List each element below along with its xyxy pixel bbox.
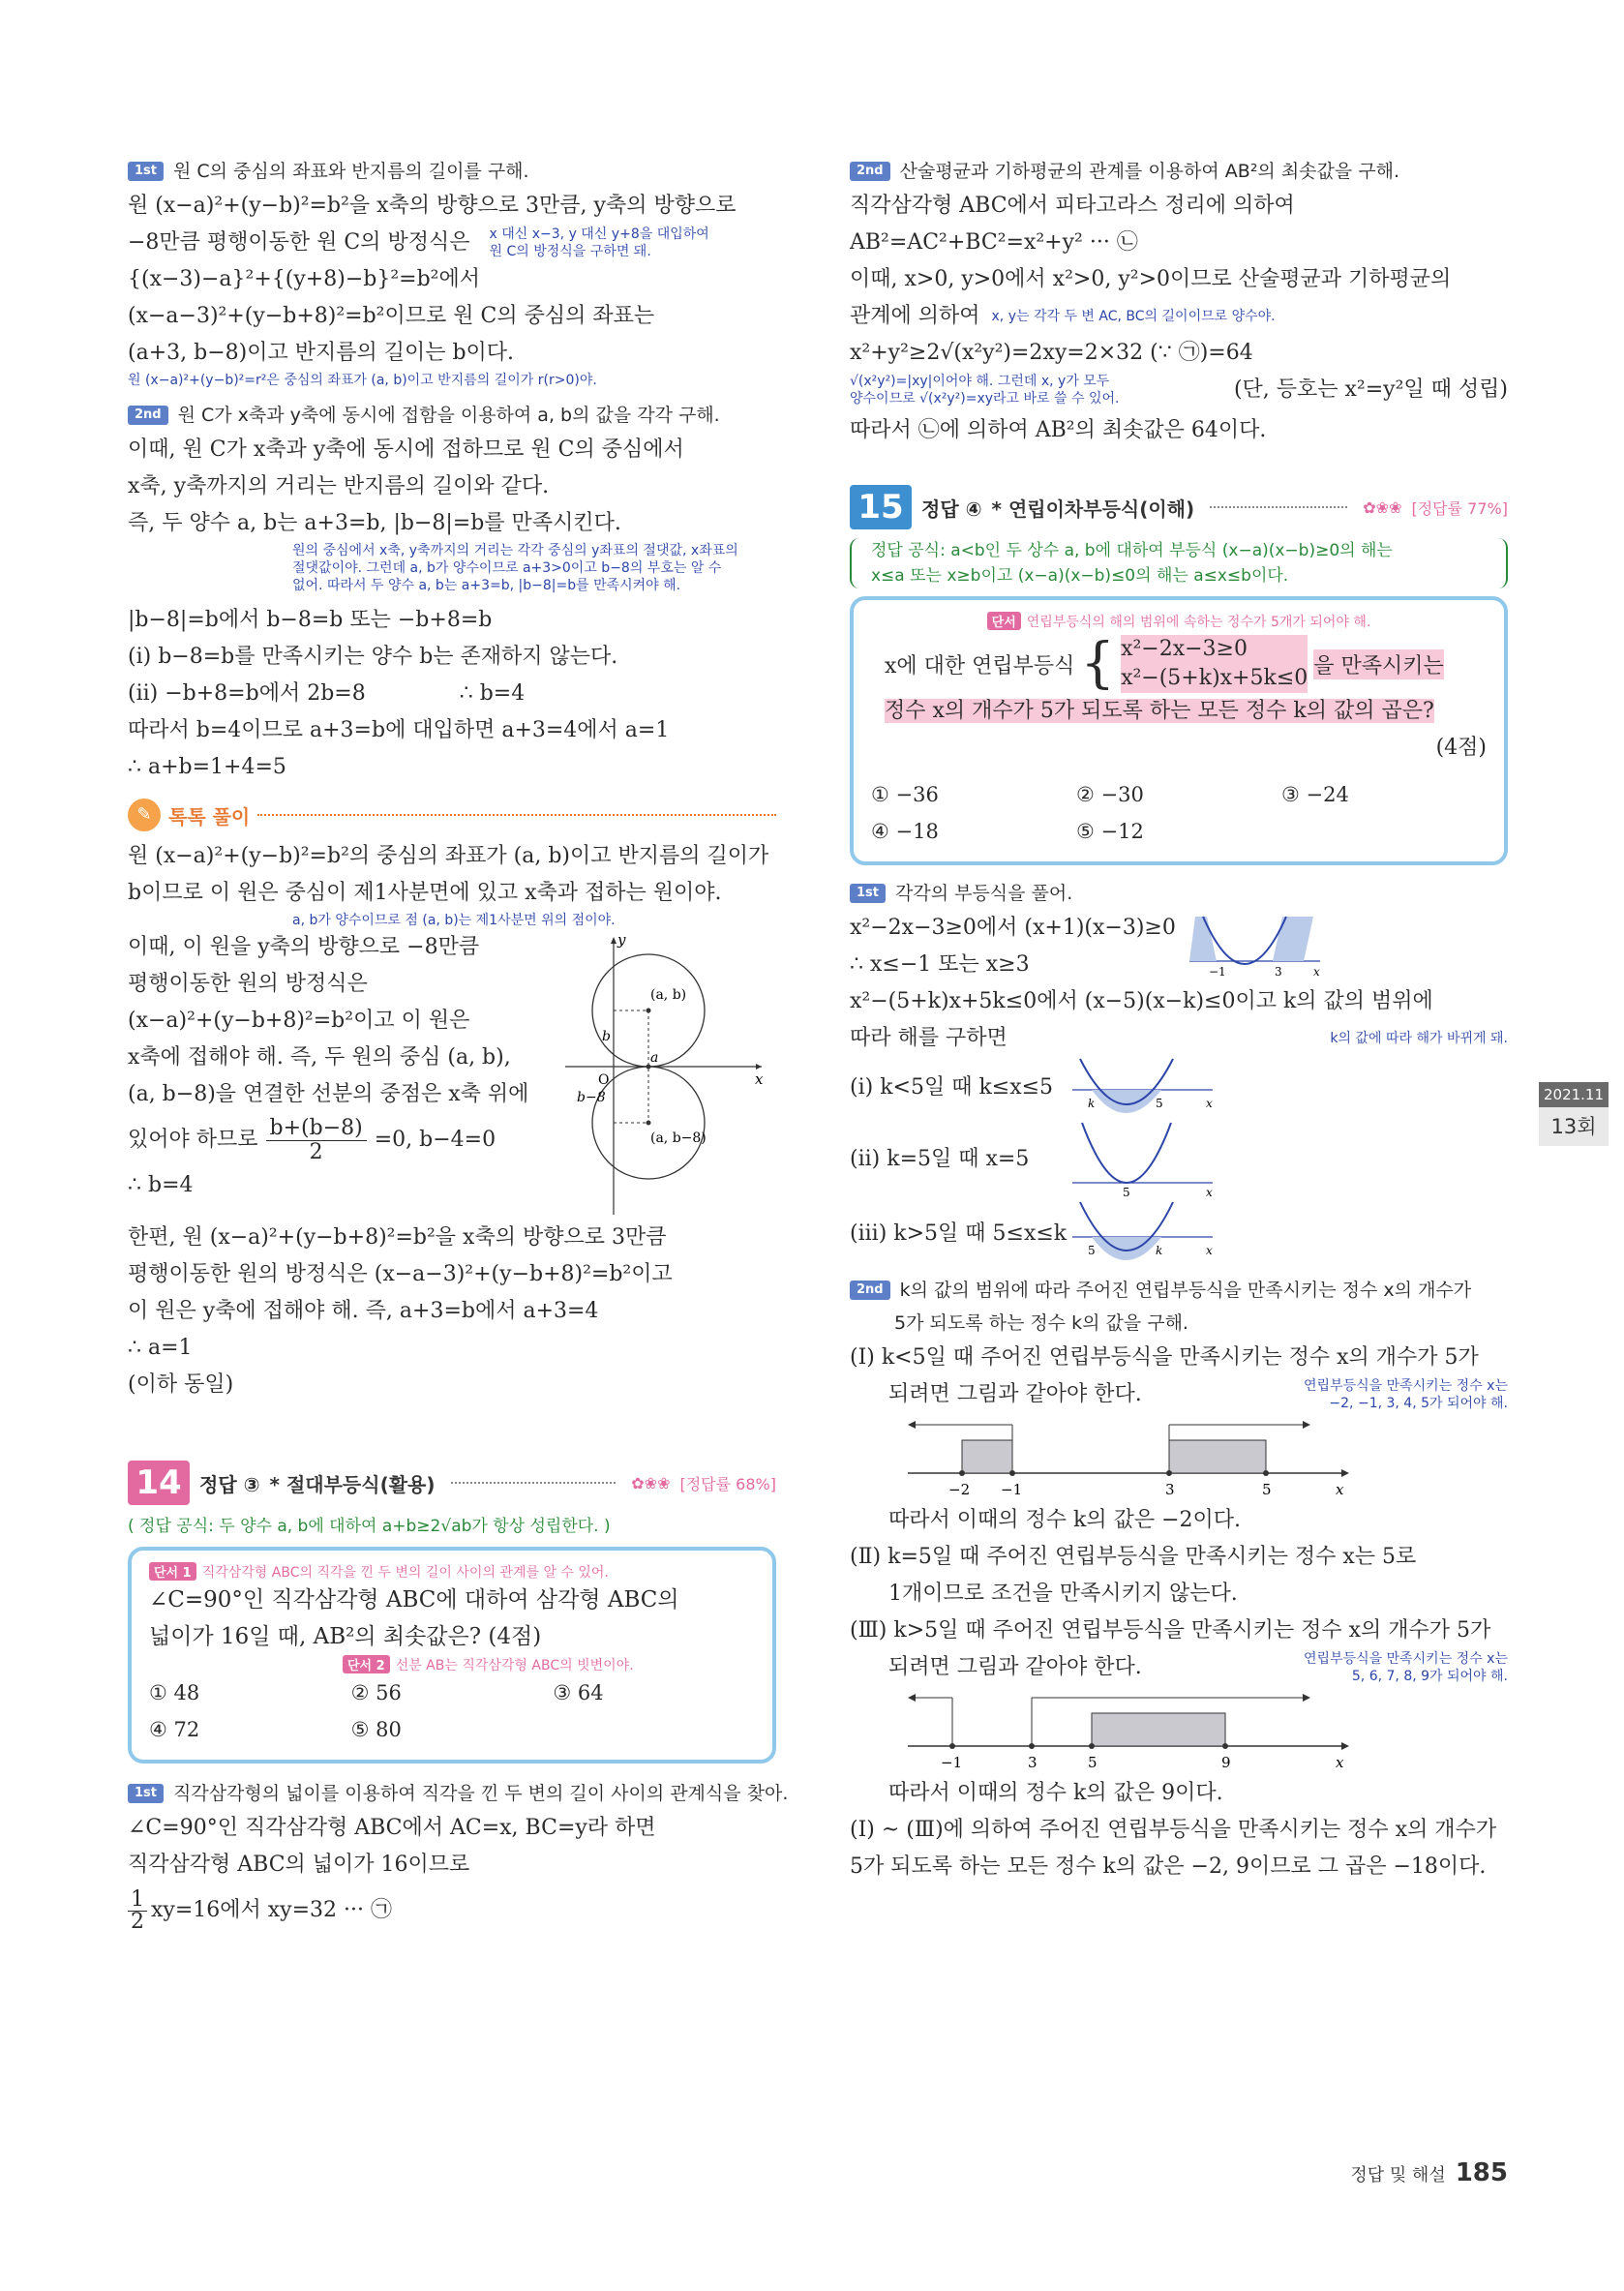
- question-text: [885, 632, 1487, 695]
- text-line: [128, 1113, 528, 1167]
- step-badge: 1st: [128, 162, 164, 181]
- choice-3: ③ 64: [553, 1681, 604, 1704]
- text-line: {(x−3)−a}²+{(y+8)−b}²=b²에서: [128, 267, 480, 291]
- text-line: [128, 1884, 776, 1938]
- text-line: x축, y축까지의 거리는 반지름의 길이와 같다.: [128, 474, 550, 498]
- answer-label: 정답 ④: [921, 497, 982, 521]
- text-line: (Ⅲ) k>5일 때 주어진 연립부등식을 만족시키는 정수 x의 개수가 5가: [850, 1618, 1491, 1643]
- step-1st: [850, 877, 1508, 910]
- tick-label: 3: [1274, 965, 1282, 979]
- dotted-leader: [451, 1482, 617, 1484]
- text-line: 따라서 ㉡에 의하여 AB²의 최솟값은 64이다.: [850, 418, 1267, 442]
- text-line: 5가 되도록 하는 모든 정수 k의 값은 −2, 9이므로 그 곱은 −18이다.: [850, 1854, 1487, 1879]
- question-14-header: [128, 1458, 776, 1508]
- answer-label: 정답 ③: [199, 1472, 260, 1496]
- question-text: [885, 693, 1487, 730]
- text-line: (이하 동일): [128, 1372, 234, 1397]
- dotted-leader: [1210, 506, 1347, 508]
- note: 5, 6, 7, 8, 9가 되어야 해.: [1351, 1669, 1508, 1684]
- side-tag: [1539, 1082, 1609, 1146]
- text-part: 있어야 하므로: [128, 1128, 258, 1152]
- step-1st: [128, 155, 776, 188]
- hint: [149, 1562, 755, 1582]
- tip-body: [128, 929, 776, 1220]
- text-part: x에 대한 연립부등식: [885, 653, 1075, 678]
- center-label-1: (a, b): [650, 987, 687, 1003]
- text-line: |b−8|=b에서 b−8=b 또는 −b+8=b: [128, 608, 493, 632]
- text-line: ∠C=90°인 직각삼각형 ABC에서 AC=x, BC=y라 하면: [128, 1816, 656, 1840]
- difficulty-stars: ✿❀❀: [631, 1473, 671, 1492]
- text-part: =0, b−4=0: [374, 1128, 496, 1152]
- hint: [149, 1655, 755, 1674]
- text-line: 평행이동한 원의 방정식은 (x−a−3)²+(y−b+8)²=b²이고: [128, 1262, 673, 1286]
- case-row: [850, 1200, 1508, 1268]
- text-line: 즉, 두 양수 a, b는 a+3=b, |b−8|=b를 만족시킨다.: [128, 511, 621, 535]
- text-line: (iii) k>5일 때 5≤x≤k: [850, 1221, 1068, 1246]
- text-line: (x−a−3)²+(y−b+8)²=b²이므로 원 C의 중심의 좌표는: [128, 304, 655, 328]
- text-line: ∴ b=4: [128, 1173, 194, 1197]
- choice-1: ① 48: [149, 1681, 200, 1704]
- right-column: [850, 155, 1508, 1885]
- tangent-circles-figure: [563, 929, 771, 1220]
- step-2nd: [128, 399, 776, 432]
- note: −2, −1, 3, 4, 5가 되어야 해.: [1329, 1396, 1508, 1411]
- numerator: b+(b−8): [266, 1117, 367, 1141]
- tick-label: 3: [1028, 1754, 1038, 1771]
- brace: {: [1080, 632, 1116, 695]
- axis-label: x: [1206, 1097, 1213, 1110]
- correct-rate: [정답률 68%]: [679, 1474, 776, 1493]
- choice-5: ⑤ 80: [350, 1718, 402, 1741]
- tick-label: 5: [1123, 1186, 1130, 1198]
- step-1st: [128, 1777, 789, 1810]
- tick-label: 5: [1156, 1097, 1163, 1110]
- inequality-1: x²−2x−3≥0: [1121, 637, 1248, 661]
- text-line: 한편, 원 (x−a)²+(y−b+8)²=b²을 x축의 방향으로 3만큼: [128, 1225, 667, 1250]
- question-15-box: [850, 596, 1508, 865]
- hint-text: 직각삼각형 ABC의 직각을 낀 두 변의 길이 사이의 관계를 알 수 있어.: [201, 1565, 609, 1581]
- text-line: 따라 해를 구하면: [850, 1026, 1007, 1050]
- tick-label: 5: [1262, 1481, 1272, 1498]
- tick-label: 5: [1088, 1754, 1098, 1771]
- fraction: [266, 1117, 367, 1164]
- axis-label: x: [1206, 1244, 1213, 1257]
- text-line: ∴ x≤−1 또는 x≥3: [850, 952, 1030, 977]
- parabola-graph-4: [1072, 1200, 1218, 1268]
- axis-label: x: [1206, 1186, 1213, 1198]
- tick-label: −1: [1208, 965, 1226, 979]
- text-line: b이므로 이 원은 중심이 제1사분면에 있고 x축과 접하는 원이야.: [128, 881, 722, 905]
- case-row: [850, 1057, 1508, 1119]
- question-14-box: [128, 1547, 776, 1763]
- note: 연립부등식을 만족시키는 정수 x는: [1304, 1651, 1508, 1667]
- inequality-2: x²−(5+k)x+5k≤0: [1121, 666, 1308, 690]
- bulb-icon: ✎: [128, 799, 161, 831]
- divider: [257, 814, 776, 816]
- text-line: 되려면 그림과 같아야 한다.: [888, 1382, 1142, 1406]
- page-footer: [1350, 2158, 1508, 2187]
- choice-2: ② 56: [350, 1681, 402, 1704]
- formula-line: x≤a 또는 x≥b이고 (x−a)(x−b)≤0의 해는 a≤x≤b이다.: [871, 566, 1289, 586]
- footer-label: 정답 및 해설: [1350, 2165, 1446, 2185]
- denominator: 2: [131, 1909, 144, 1934]
- note: x, y는 각각 두 변 AC, BC의 길이이므로 양수야.: [991, 309, 1276, 324]
- choice-1: ① −36: [871, 783, 939, 806]
- note: 원 (x−a)²+(y−b)²=r²은 중심의 좌표가 (a, b)이고 반지름의 길이가 r(r>0)야.: [128, 373, 597, 388]
- text-line: x²−2x−3≥0에서 (x+1)(x−3)≥0: [850, 916, 1176, 940]
- text-line: ∴ a+b=1+4=5: [128, 755, 286, 779]
- text-line: (Ⅱ) k=5일 때 주어진 연립부등식을 만족시키는 정수 x는 5로: [850, 1545, 1417, 1569]
- tick-label: −1: [1001, 1481, 1023, 1498]
- numerator: 1: [128, 1889, 147, 1912]
- text-line: 관계에 의하여: [850, 304, 980, 328]
- step-badge: 1st: [128, 1784, 164, 1803]
- case-row: [850, 1119, 1508, 1200]
- step-title: k의 값의 범위에 따라 주어진 연립부등식을 만족시키는 정수 x의 개수가: [899, 1280, 1472, 1301]
- exam-episode: 13회: [1539, 1107, 1609, 1146]
- text-part: xy=16에서 xy=32 ··· ㉠: [151, 1898, 392, 1922]
- fraction: [128, 1886, 147, 1934]
- topic-label: * 연립이차부등식(이해): [991, 497, 1195, 521]
- text-line: 이때, 원 C가 x축과 y축에 동시에 접하므로 원 C의 중심에서: [128, 437, 684, 462]
- parabola-graph-1: [1189, 915, 1325, 979]
- text-line: (i) b−8=b를 만족시키는 양수 b는 존재하지 않는다.: [128, 645, 618, 669]
- correct-rate: [정답률 77%]: [1411, 498, 1508, 518]
- note: 연립부등식을 만족시키는 정수 x는: [1304, 1378, 1508, 1394]
- hint-text: 선분 AB는 직각삼각형 ABC의 빗변이야.: [395, 1658, 634, 1673]
- note: 원 C의 방정식을 구하면 돼.: [489, 244, 651, 259]
- text-part: 을 만족시키는: [1313, 649, 1444, 679]
- x-axis-label: x: [755, 1070, 764, 1088]
- text-line: 직각삼각형 ABC의 넓이가 16이므로: [128, 1853, 470, 1877]
- note: √(x²y²)=|xy|이어야 해. 그런데 x, y가 모두: [850, 374, 1110, 389]
- text-line: 원 (x−a)²+(y−b)²=b²의 중심의 좌표가 (a, b)이고 반지름의 길이가: [128, 844, 769, 868]
- text-line: −8만큼 평행이동한 원 C의 방정식은: [128, 230, 470, 255]
- tick-label: k: [1156, 1244, 1163, 1257]
- question-text: 넓이가 16일 때, AB²의 최솟값은? (4점): [149, 1624, 542, 1649]
- text-part: (ii) −b+8=b에서 2b=8: [128, 681, 366, 706]
- hint-tag: 단서: [987, 612, 1021, 630]
- tick-label: k: [1088, 1097, 1096, 1110]
- origin-label: O: [598, 1072, 610, 1088]
- text-line: [128, 676, 776, 712]
- text-line: 따라서 b=4이므로 a+3=b에 대입하면 a+3=4에서 a=1: [128, 718, 670, 742]
- tick-label: 9: [1221, 1754, 1231, 1771]
- text-line: (Ⅰ) k<5일 때 주어진 연립부등식을 만족시키는 정수 x의 개수가 5가: [850, 1345, 1479, 1370]
- axis-label: x: [1312, 965, 1320, 979]
- text-line: 원 (x−a)²+(y−b)²=b²을 x축의 방향으로 3만큼, y축의 방향으로: [128, 194, 737, 218]
- difficulty-stars: ✿❀❀: [1363, 497, 1402, 517]
- note: x 대신 x−3, y 대신 y+8을 대입하여: [489, 226, 709, 242]
- text-line: (a, b−8)을 연결한 선분의 중점은 x축 위에: [128, 1082, 529, 1106]
- radius-label-2: b−8: [577, 1090, 606, 1105]
- text-line: x축에 접해야 해. 즉, 두 원의 중심 (a, b),: [128, 1045, 511, 1070]
- left-column: [128, 155, 789, 1938]
- question-number: 15: [850, 485, 912, 529]
- text-part: ∴ b=4: [459, 681, 526, 706]
- number-line-1: [888, 1413, 1469, 1498]
- note: 절댓값이야. 그런데 a, b가 양수이므로 a+3>0이고 b−8의 부호는 알 수: [292, 560, 722, 576]
- text-line: (x−a)²+(y−b+8)²=b²이고 이 원은: [128, 1009, 470, 1033]
- choice-4: ④ 72: [149, 1718, 200, 1741]
- step-2nd: [850, 155, 1508, 188]
- radius-label-1: b: [602, 1029, 611, 1044]
- note: 없어. 따라서 두 양수 a, b는 a+3=b, |b−8|=b를 만족시켜야 해.: [292, 578, 681, 593]
- hint: [871, 612, 1487, 631]
- axis-label: x: [1336, 1481, 1344, 1498]
- step-title: 원 C의 중심의 좌표와 반지름의 길이를 구해.: [173, 161, 529, 182]
- step-title: 원 C가 x축과 y축에 동시에 접함을 이용하여 a, b의 값을 각각 구해.: [177, 405, 720, 426]
- text-line: 직각삼각형 ABC에서 피타고라스 정리에 의하여: [850, 194, 1295, 218]
- step-title: 직각삼각형의 넓이를 이용하여 직각을 낀 두 변의 길이 사이의 관계식을 찾아.: [173, 1783, 789, 1804]
- text-line: (i) k<5일 때 k≤x≤5: [850, 1075, 1054, 1100]
- tip-header: [128, 792, 776, 838]
- note: k의 값에 따라 해가 바뀌게 돼.: [1330, 1031, 1508, 1046]
- page-number: 185: [1455, 2158, 1508, 2187]
- tick-label: 5: [1088, 1244, 1096, 1257]
- question-text: ∠C=90°인 직각삼각형 ABC에 대하여 삼각형 ABC의: [149, 1587, 679, 1613]
- y-axis-label: y: [617, 931, 626, 949]
- hint-tag: 단서 1: [149, 1562, 196, 1581]
- step-2nd: [850, 1274, 1508, 1307]
- tick-label: −1: [941, 1754, 963, 1771]
- a-label: a: [650, 1050, 659, 1066]
- formula-note: [850, 538, 1508, 588]
- choice-2: ② −30: [1076, 783, 1144, 806]
- step-badge: 2nd: [850, 1281, 890, 1300]
- note: 양수이므로 √(x²y²)=xy라고 바로 쓸 수 있어.: [850, 391, 1120, 407]
- text-line: (Ⅰ) ~ (Ⅲ)에 의하여 주어진 연립부등식을 만족시키는 정수 x의 개수가: [850, 1818, 1497, 1842]
- parabola-graph-3: [1072, 1121, 1218, 1198]
- note: a, b가 양수이므로 점 (a, b)는 제1사분면 위의 점이야.: [292, 913, 616, 928]
- center-label-2: (a, b−8): [650, 1130, 707, 1146]
- choices: [871, 776, 1487, 850]
- choices: [149, 1674, 755, 1748]
- text-line: (단, 등호는 x²=y²일 때 성립): [1233, 377, 1508, 402]
- text-line: x²−(5+k)x+5k≤0에서 (x−5)(x−k)≤0이고 k의 값의 범위에: [850, 989, 1433, 1013]
- text-line: 1개이므로 조건을 만족시키지 않는다.: [888, 1582, 1238, 1606]
- text-line: 따라서 이때의 정수 k의 값은 −2이다.: [888, 1508, 1241, 1532]
- question-15-header: [850, 482, 1508, 532]
- step-badge: 1st: [850, 884, 886, 903]
- text-line: 되려면 그림과 같아야 한다.: [888, 1655, 1142, 1679]
- note: 원의 중심에서 x축, y축까지의 거리는 각각 중심의 y좌표의 절댓값, x좌표의: [292, 543, 738, 558]
- text-line: AB²=AC²+BC²=x²+y² ··· ㉡: [850, 230, 1138, 255]
- tip-label: 톡톡 풀이: [168, 804, 251, 829]
- text-line: 이때, x>0, y>0에서 x²>0, y²>0이므로 산술평균과 기하평균의: [850, 267, 1452, 291]
- axis-label: x: [1336, 1754, 1344, 1771]
- exam-year: 2021.11: [1539, 1082, 1609, 1107]
- parabola-graph-2: [1072, 1057, 1218, 1119]
- number-line-2: [888, 1686, 1469, 1771]
- formula-line: 정답 공식: a<b인 두 상수 a, b에 대하여 부등식 (x−a)(x−b)≥0의 해는: [871, 541, 1393, 560]
- choice-3: ③ −24: [1281, 783, 1349, 806]
- text-line: (a+3, b−8)이고 반지름의 길이는 b이다.: [128, 341, 515, 365]
- text-line: 이 원은 y축에 접해야 해. 즉, a+3=b에서 a+3=4: [128, 1299, 599, 1323]
- text-part: 정수 x의 개수가 5가 되도록 하는 모든 정수 k의 값의 곱은?: [885, 699, 1434, 723]
- system: [1121, 635, 1308, 693]
- choice-4: ④ −18: [871, 820, 939, 843]
- points: (4점): [1435, 736, 1487, 760]
- formula-note: ( 정답 공식: 두 양수 a, b에 대하여 a+b≥2√ab가 항상 성립한다. ): [128, 1517, 611, 1536]
- text-line: (ii) k=5일 때 x=5: [850, 1147, 1030, 1171]
- question-number: 14: [128, 1461, 190, 1505]
- text-line: 평행이동한 원의 방정식은: [128, 972, 368, 996]
- topic-label: * 절대부등식(활용): [269, 1472, 436, 1496]
- text-line: x²+y²≥2√(x²y²)=2xy=2×32 (∵ ㉠)=64: [850, 341, 1253, 365]
- hint-text: 연립부등식의 해의 범위에 속하는 정수가 5개가 되어야 해.: [1026, 615, 1371, 630]
- step-badge: 2nd: [128, 406, 168, 425]
- step-title: 5가 되도록 하는 정수 k의 값을 구해.: [894, 1312, 1188, 1334]
- step-title-cont: [850, 1307, 1508, 1340]
- tick-label: −2: [948, 1481, 971, 1498]
- step-badge: 2nd: [850, 162, 890, 181]
- text-line: ∴ a=1: [128, 1336, 193, 1360]
- text-line: 따라서 이때의 정수 k의 값은 9이다.: [888, 1781, 1223, 1805]
- hint-tag: 단서 2: [343, 1655, 390, 1673]
- text-line: 이때, 이 원을 y축의 방향으로 −8만큼: [128, 935, 480, 959]
- denominator: 2: [309, 1139, 323, 1164]
- step-title: 각각의 부등식을 풀어.: [895, 883, 1073, 904]
- choice-5: ⑤ −12: [1076, 820, 1144, 843]
- tick-label: 3: [1165, 1481, 1175, 1498]
- step-title: 산술평균과 기하평균의 관계를 이용하여 AB²의 최솟값을 구해.: [899, 161, 1400, 182]
